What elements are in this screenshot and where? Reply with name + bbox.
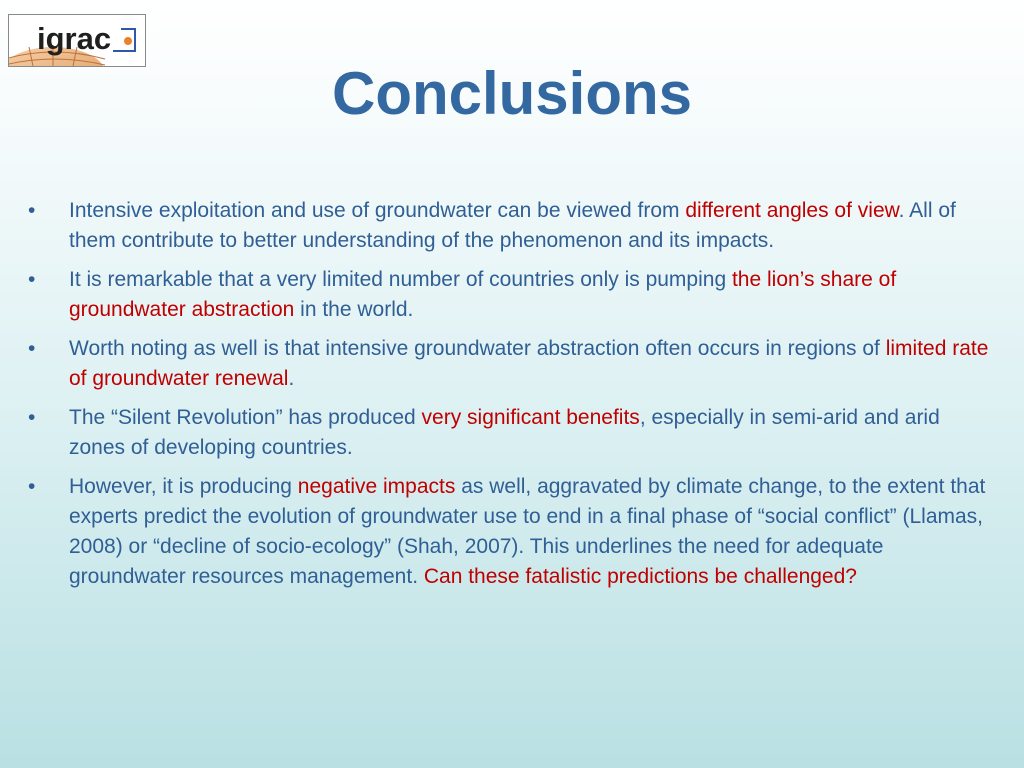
bullet-text: However, it is producing [69, 475, 298, 498]
bullet-text: The “Silent Revolution” has produced [69, 406, 422, 429]
bullet-text: . [288, 367, 295, 390]
bullet-text: Worth noting as well is that intensive groundwater abstraction often occurs in regions of [69, 337, 886, 360]
logo-accent-dot [124, 37, 132, 45]
bullet-marker: • [28, 268, 36, 291]
highlighted-text: limited rate of groundwater renewal [69, 337, 989, 390]
bullet-item-5 [28, 472, 994, 592]
bullet-list [28, 196, 994, 601]
bullet-text: , especially in semi-arid and arid zones of developing countries. [69, 406, 940, 459]
bullet-item-3 [28, 334, 994, 394]
bullet-item-1 [28, 196, 994, 256]
bullet-item-2 [28, 265, 994, 325]
highlighted-text: different angles of view [685, 199, 899, 222]
bullet-text: as well, aggravated by climate change, to the extent that experts predict the evolution of groundwater use to end in a final phase of “social conflict” (Llamas, 2008) or “decline of socio-ecology” (Shah, 2007). This underlines the need for adequate groundwater resources management. [69, 475, 986, 588]
highlighted-text: very significant benefits [421, 406, 640, 429]
bullet-item-4 [28, 403, 994, 463]
bullet-text: Intensive exploitation and use of groundwater can be viewed from [69, 199, 686, 222]
bullet-marker: • [28, 337, 36, 360]
bullet-text: . All of them contribute to better understanding of the phenomenon and its impacts. [69, 199, 956, 252]
slide-title: Conclusions [331, 60, 693, 127]
bullet-text: It is remarkable that a very limited number of countries only is pumping [69, 268, 732, 291]
highlighted-text: the lion’s share of groundwater abstraction [69, 268, 897, 321]
bullet-text: in the world. [294, 298, 414, 321]
bullet-marker: • [28, 406, 36, 429]
logo-text: igrac [37, 21, 112, 56]
highlighted-text: negative impacts [297, 475, 456, 498]
highlighted-question: Can these fatalistic predictions be challenged? [423, 565, 857, 588]
bullet-marker: • [28, 199, 36, 222]
bullet-marker: • [28, 475, 36, 498]
